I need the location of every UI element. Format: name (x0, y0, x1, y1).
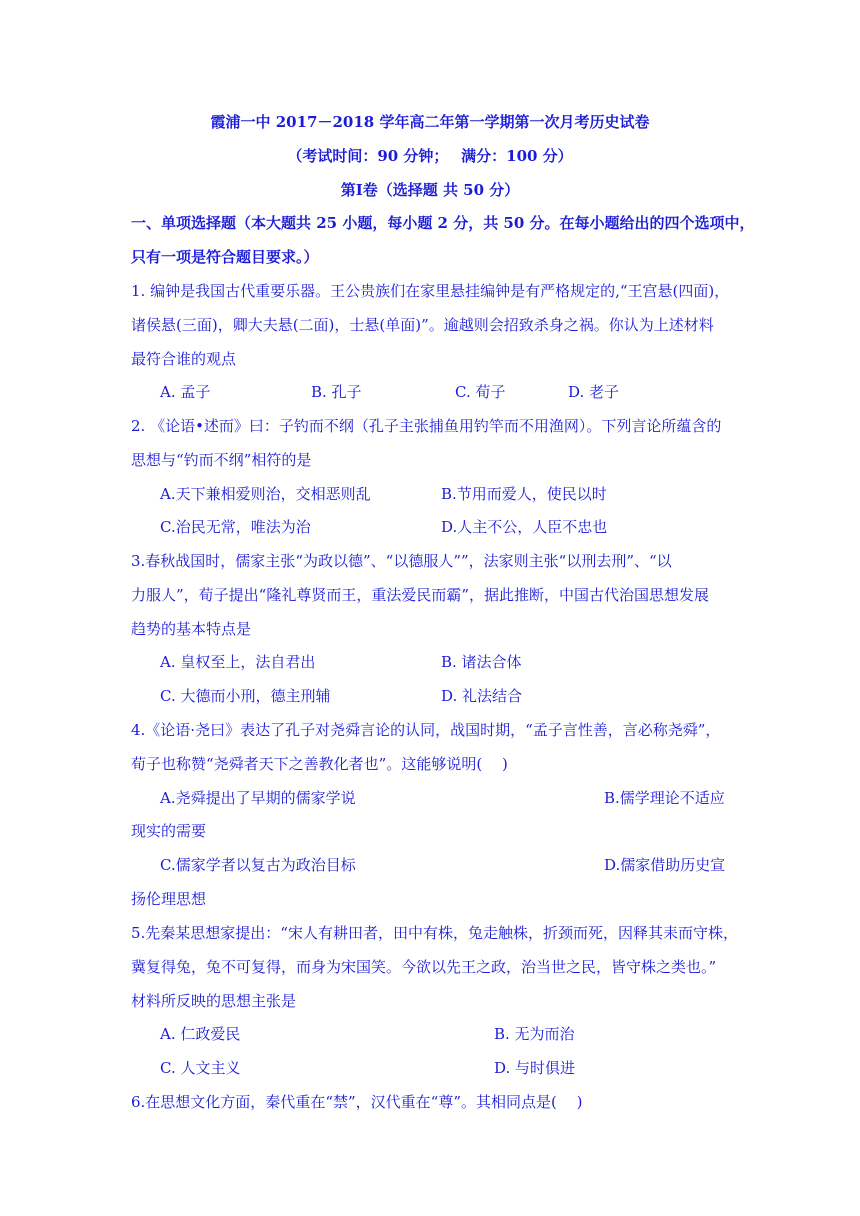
question-3-option-d: D. 礼法结合 (441, 687, 523, 705)
question-5-line-1: 5.先秦某思想家提出：“宋人有耕田者，田中有株，兔走触株，折颈而死，因释其耒而守株， (131, 924, 738, 942)
question-4-option-b: B.儒学理论不适应 (604, 789, 725, 807)
question-2-line-2: 思想与“钓而不纲”相符的是 (131, 451, 312, 469)
question-4-option-a: A.尧舜提出了早期的儒家学说 (160, 789, 356, 807)
question-1-option-a: A. 孟子 (160, 383, 211, 401)
question-5-option-c: C. 人文主义 (160, 1059, 241, 1077)
question-2-option-d: D.人主不公，人臣不忠也 (441, 518, 608, 536)
volume-title: 第Ⅰ卷（选择题 共 50 分） (340, 181, 520, 199)
question-6-line-1: 6.在思想文化方面，秦代重在“禁”，汉代重在“尊”。其相同点是( ) (131, 1093, 583, 1111)
question-3-line-2: 力服人”，荀子提出“隆礼尊贤而王，重法爱民而霸”，据此推断，中国古代治国思想发展 (131, 586, 710, 604)
question-2-option-a: A.天下兼相爱则治，交相恶则乱 (160, 485, 371, 503)
question-2-option-c: C.治民无常，唯法为治 (160, 518, 311, 536)
exam-subtitle: （考试时间：90 分钟； 满分：100 分） (287, 147, 573, 165)
question-1-option-b: B. 孔子 (311, 383, 362, 401)
question-5-line-3: 材料所反映的思想主张是 (131, 992, 297, 1010)
section-heading: 一、单项选择题（本大题共 25 小题，每小题 2 分，共 50 分。在每小题给出的四个选项中， (131, 214, 755, 232)
exam-title: 霞浦一中 2017－2018 学年高二年第一学期第一次月考历史试卷 (210, 113, 650, 131)
question-4-line-1: 4.《论语·尧曰》表达了孔子对尧舜言论的认同，战国时期，“孟子言性善，言必称尧舜”， (131, 721, 721, 739)
question-5-option-a: A. 仁政爱民 (160, 1025, 241, 1043)
question-2-option-b: B.节用而爱人，使民以时 (441, 485, 607, 503)
question-4-option-d: D.儒家借助历史宣 (604, 856, 726, 874)
question-1-line-1: 1. 编钟是我国古代重要乐器。王公贵族们在家里悬挂编钟是有严格规定的,“王宫悬(四面)， (131, 282, 730, 300)
question-1-line-3: 最符合谁的观点 (131, 350, 237, 368)
question-4-option-c: C.儒家学者以复古为政治目标 (160, 856, 356, 874)
question-4-line-2: 荀子也称赞“尧舜者天下之善教化者也”。这能够说明( ) (131, 755, 508, 773)
question-4-option-d-cont: 扬伦理思想 (131, 890, 207, 908)
question-2-line-1: 2. 《论语•述而》曰：子钓而不纲（孔子主张捕鱼用钓竿而不用渔网）。下列言论所蕴含的 (131, 417, 722, 435)
question-5-option-b: B. 无为而治 (494, 1025, 575, 1043)
question-3-option-b: B. 诸法合体 (441, 653, 522, 671)
section-heading-cont: 只有一项是符合题目要求。） (131, 248, 319, 266)
question-5-option-d: D. 与时俱进 (494, 1059, 576, 1077)
question-3-line-3: 趋势的基本特点是 (131, 620, 252, 638)
question-1-option-c: C. 荀子 (455, 383, 506, 401)
question-5-line-2: 冀复得兔，兔不可复得，而身为宋国笑。今欲以先王之政，治当世之民，皆守株之类也。” (131, 958, 717, 976)
question-3-option-a: A. 皇权至上，法自君出 (160, 653, 316, 671)
question-3-option-c: C. 大德而小刑，德主刑辅 (160, 687, 331, 705)
question-3-line-1: 3.春秋战国时，儒家主张“为政以德”、“以德服人””，法家则主张“以刑去刑”、“以 (131, 552, 672, 570)
question-1-line-2: 诸侯悬(三面)，卿大夫悬(二面)，士悬(单面)”。逾越则会招致杀身之祸。你认为上述材料 (131, 316, 714, 334)
question-1-option-d: D. 老子 (568, 383, 620, 401)
question-4-option-b-cont: 现实的需要 (131, 822, 207, 840)
